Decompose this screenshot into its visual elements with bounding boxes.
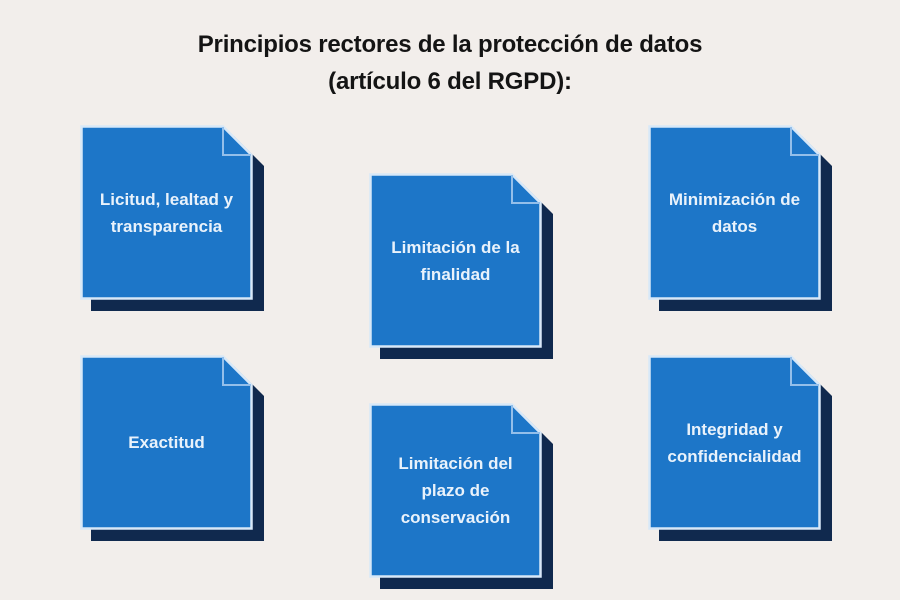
principle-card-integridad (648, 355, 832, 541)
principle-card-label: Exactitud (128, 433, 205, 452)
principle-card-label: Limitación del plazo de conservación (398, 454, 513, 527)
principle-card-licitud (80, 125, 264, 311)
page-title (0, 26, 900, 100)
principle-card-exactitud (80, 355, 264, 541)
principle-card-label: Integridad y confidencialidad (667, 419, 802, 466)
page-title-line-2: (artículo 6 del RGPD): (328, 68, 572, 95)
principle-card-limitacion-plazo (369, 403, 553, 589)
principle-card-label: Licitud, lealtad y transparencia (99, 189, 234, 236)
principle-card-label: Minimización de datos (668, 189, 801, 236)
principle-card-minimizacion (648, 125, 832, 311)
page-title-line-1: Principios rectores de la protección de datos (197, 31, 703, 58)
principle-card-label: Limitación de la finalidad (391, 237, 520, 284)
principle-card-limitacion-finalidad (369, 173, 553, 359)
